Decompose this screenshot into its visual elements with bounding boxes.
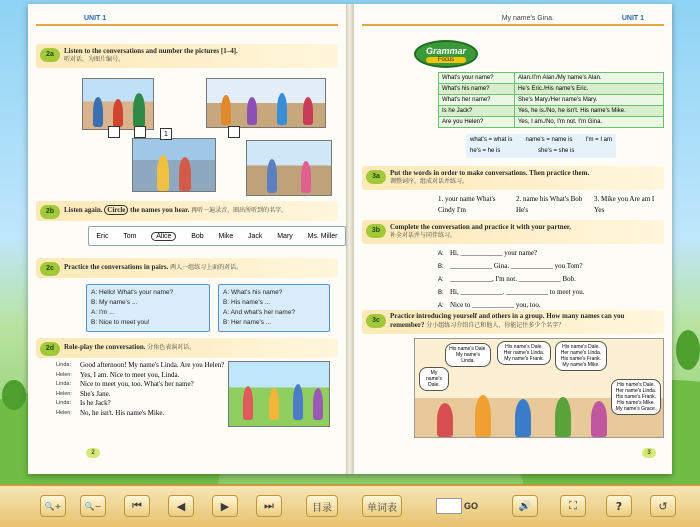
speaker: A: <box>438 277 444 283</box>
first-page-icon: ⏮ <box>132 499 142 512</box>
section-badge: 2b <box>40 205 60 219</box>
page-number: 2 <box>86 448 100 458</box>
table-cell: She's Mary./Her name's Mary. <box>514 95 663 106</box>
right-page <box>354 4 672 474</box>
word-order-items <box>438 194 664 216</box>
line-text: Hi, ____________ your name? <box>450 249 538 257</box>
line-text: Nice to ____________ you, too. <box>450 301 541 309</box>
first-page-button[interactable] <box>124 495 150 517</box>
section-title: Listen again. Circle the names you hear. 再听一遍录音，圈出所听到的名字。 <box>64 206 288 214</box>
role-play-conversation <box>56 361 236 418</box>
return-icon: ↺ <box>658 499 668 513</box>
table-row <box>439 106 664 117</box>
section-title: Complete the conversation and practice it with your partner. <box>390 223 572 231</box>
speaker-icon: 🔊 <box>518 500 532 512</box>
page-number-input[interactable] <box>436 498 462 514</box>
dialogue-line: B: My name's ... <box>91 299 138 306</box>
header-title: My name's Gina. <box>501 15 554 22</box>
grammar-focus-badge <box>414 40 478 68</box>
page-header <box>36 14 338 26</box>
speech-bubble: My name's Dale. <box>419 367 449 391</box>
name-option[interactable]: Jack <box>248 232 263 240</box>
line-text: She's Jane. <box>80 389 111 398</box>
section-badge: 3c <box>366 314 386 328</box>
section-subtitle: 两人一组练习上面的对话。 <box>170 265 243 271</box>
previous-page-button[interactable] <box>168 495 194 517</box>
line-text: ____________ Gina. ____________ you Tom? <box>450 262 583 270</box>
contraction-rules <box>466 134 616 158</box>
name-option[interactable]: Mike <box>218 232 234 240</box>
grammar-title: Grammar <box>425 46 467 56</box>
section-3c-header <box>362 310 664 334</box>
picture-number-box[interactable]: 1 <box>160 128 172 140</box>
table-cell: Yes, he is./No, he isn't. His name's Mike. <box>514 106 663 117</box>
name-option[interactable]: Tom <box>123 232 137 240</box>
dialogue-line: A: I'm ... <box>91 309 115 316</box>
unit-label: UNIT 1 <box>621 15 644 22</box>
role-play-picture <box>228 361 330 427</box>
name-option-circled[interactable]: Alice <box>151 232 176 241</box>
table-row <box>439 84 664 95</box>
speaker: Helen: <box>56 409 72 416</box>
section-2b-header <box>36 201 338 221</box>
table-cell: Is he Jack? <box>439 106 515 117</box>
page-header <box>362 14 664 26</box>
name-option[interactable]: Eric <box>96 232 109 240</box>
line-text: Yes, I am. Nice to meet you, Linda. <box>80 370 180 379</box>
background-tree <box>2 380 26 410</box>
fill-in-conversation <box>438 247 664 312</box>
table-cell: Yes, I am./No, I'm not. I'm Gina. <box>514 117 663 128</box>
contents-button[interactable] <box>306 495 338 517</box>
table-cell: What's her name? <box>439 95 515 106</box>
speaker: Helen: <box>56 371 72 378</box>
zoom-in-icon: 🔍+ <box>44 501 62 511</box>
return-button[interactable] <box>650 495 676 517</box>
dialogue-line: A: And what's her name? <box>223 309 296 316</box>
section-title: Put the words in order to make conversations. Then practice them. <box>390 169 590 177</box>
section-2d-header <box>36 338 338 358</box>
book-spine <box>346 4 354 474</box>
section-title: Practice introducing yourself and others in a group. How many names can you remember? <box>390 312 625 329</box>
section-badge: 2c <box>40 262 60 276</box>
table-row <box>439 95 664 106</box>
speech-bubble: His name's Dale. Her name's Linda. His name's Frank. My name's Mike. <box>555 341 607 371</box>
fullscreen-button[interactable] <box>560 495 586 517</box>
section-subtitle: 听对话，为图片编号。 <box>64 57 125 63</box>
picture-number-box[interactable] <box>134 126 146 138</box>
dialogue-line: A: What's his name? <box>223 289 283 296</box>
unit-label: UNIT 1 <box>84 15 107 22</box>
grammar-subtitle: Focus <box>426 57 466 63</box>
zoom-out-icon: 🔍− <box>84 501 102 511</box>
section-2a-header <box>36 44 338 68</box>
left-page <box>28 4 346 474</box>
section-badge: 3b <box>366 224 386 238</box>
picture-1 <box>82 78 154 130</box>
word-order-item: 2. name his What's Bob He's <box>516 195 583 214</box>
speaker: Linda: <box>56 381 71 387</box>
section-3b-header <box>362 220 664 244</box>
line-text: Hi, ____________. ____________ to meet you. <box>450 288 585 296</box>
line-text: Is he Jack? <box>80 399 111 407</box>
table-cell: What's your name? <box>439 73 515 84</box>
line-text: Nice to meet you, too. What's her name? <box>80 380 194 388</box>
zoom-out-button[interactable] <box>80 495 106 517</box>
zoom-in-button[interactable] <box>40 495 66 517</box>
background-tree <box>676 330 700 370</box>
next-icon: ▶ <box>220 499 230 513</box>
section-2c-header <box>36 258 338 278</box>
dialogue-line: B: Her name's ... <box>223 319 272 326</box>
speaker: Linda: <box>56 400 71 406</box>
name-option[interactable]: Ms. Miller <box>307 232 338 240</box>
picture-3 <box>132 138 216 192</box>
rule: I'm = I am <box>585 137 612 143</box>
speaker: Helen: <box>56 390 72 397</box>
table-row <box>439 73 664 84</box>
section-subtitle: 分小组练习介绍自己和他人，你能记住多少个名字？ <box>426 323 565 329</box>
speaker: A: <box>438 251 444 257</box>
section-subtitle: 再听一遍录音，圈出所听到的名字。 <box>191 208 288 214</box>
section-badge: 2a <box>40 48 60 62</box>
table-cell: He's Eric./His name's Eric. <box>514 84 663 95</box>
line-text: No, he isn't. His name's Mike. <box>80 408 165 417</box>
last-page-icon: ⏭ <box>264 499 274 512</box>
speaker: B: <box>438 290 444 296</box>
vocabulary-label: 单词表 <box>367 502 397 514</box>
contents-label: 目录 <box>312 502 332 514</box>
name-option[interactable]: Bob <box>191 232 204 240</box>
help-button[interactable] <box>606 495 632 517</box>
word-order-item: 3. Mike you Are am I Yes <box>594 195 655 214</box>
speaker: B: <box>438 264 444 270</box>
rule: name's = name is <box>525 137 573 143</box>
section-title: Practice the conversations in pairs. <box>64 263 169 271</box>
dialogue-box-1 <box>86 284 210 332</box>
rule: he's = he is <box>470 148 501 154</box>
fullscreen-icon: ⛶ <box>569 499 577 512</box>
section-subtitle: 补全对话并与同伴练习。 <box>390 233 457 239</box>
previous-icon: ◀ <box>176 499 186 513</box>
page-number: 3 <box>642 448 656 458</box>
section-subtitle: 调整词序，组成对话并练习。 <box>390 179 469 185</box>
dialogue-line: B: His name's ... <box>223 299 271 306</box>
section-title: Role-play the conversation. <box>64 343 146 351</box>
picture-number-box[interactable] <box>108 126 120 138</box>
rule: what's = what is <box>470 137 513 143</box>
section-badge: 3a <box>366 170 386 184</box>
grammar-table <box>438 72 664 128</box>
vocabulary-button[interactable] <box>362 495 402 517</box>
sound-button[interactable] <box>512 495 538 517</box>
dialogue-box-2 <box>218 284 330 332</box>
speech-bubble: His name's Dale. Her name's Linda. His name's Frank. His name's Mike. My name's Grace. <box>611 379 661 415</box>
speech-bubble: His name's Dale. My name's Linda. <box>445 343 491 367</box>
speech-bubble: His name's Dale. Her name's Linda. My name's Frank. <box>497 341 551 365</box>
table-cell: Alan./I'm Alan./My name's Alan. <box>514 73 663 84</box>
rule: she's = she is <box>538 148 575 154</box>
section-badge: 2d <box>40 342 60 356</box>
picture-2 <box>206 78 326 128</box>
line-text: ____________, I'm not. ____________ Bob. <box>450 275 576 283</box>
dialogue-line: B: Nice to meet you! <box>91 319 150 326</box>
speaker: A: <box>438 303 444 309</box>
picture-4 <box>246 140 332 196</box>
group-introduction-picture <box>414 338 664 438</box>
last-page-button[interactable] <box>256 495 282 517</box>
book <box>28 4 672 474</box>
line-text: Good afternoon! My name's Linda. Are you Helen? <box>80 361 225 369</box>
section-3a-header <box>362 166 664 190</box>
reader-toolbar <box>0 484 700 527</box>
dialogue-line: A: Hello! What's your name? <box>91 289 174 296</box>
table-cell: What's his name? <box>439 84 515 95</box>
table-cell: Are you Helen? <box>439 117 515 128</box>
next-page-button[interactable] <box>212 495 238 517</box>
speaker: Linda: <box>56 362 71 368</box>
section-subtitle: 分角色表演对话。 <box>147 345 196 351</box>
word-order-item: 1. your name What's Cindy I'm <box>438 195 496 214</box>
help-icon: ? <box>615 499 623 513</box>
names-box <box>88 226 346 246</box>
section-title: Listen to the conversations and number the pictures [1–4]. <box>64 47 238 55</box>
table-row <box>439 117 664 128</box>
name-option[interactable]: Mary <box>277 232 293 240</box>
picture-number-box[interactable] <box>228 126 240 138</box>
circle-word: Circle <box>104 205 128 215</box>
go-button[interactable]: GO <box>464 501 479 511</box>
